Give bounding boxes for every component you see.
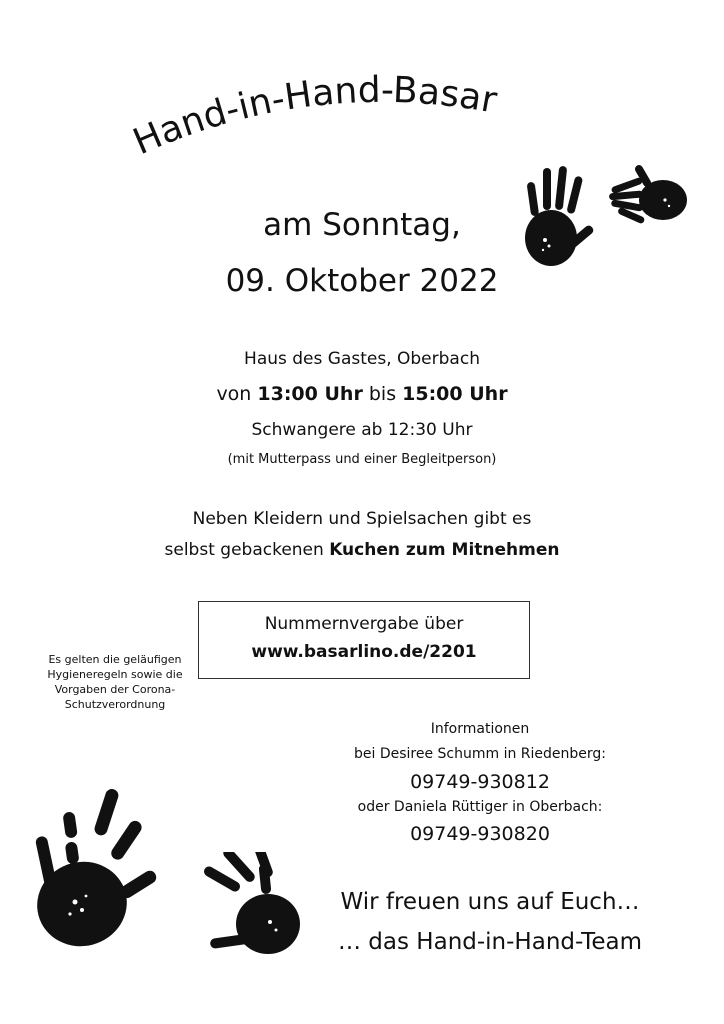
time-start: 13:00 Uhr xyxy=(257,383,363,405)
time-range xyxy=(0,383,724,405)
handprint-icon xyxy=(192,852,310,964)
phone-1: 09749-930812 xyxy=(410,771,550,793)
time-prefix: von xyxy=(216,383,258,405)
offer-line-2 xyxy=(0,540,724,560)
title-text: Hand-in-Hand-Basar xyxy=(127,70,500,164)
hygiene-line: Schutzverordnung xyxy=(64,698,166,711)
handprint-icon xyxy=(20,784,185,959)
info-heading: Informationen xyxy=(430,721,530,737)
location: Haus des Gastes, Oberbach xyxy=(244,349,480,369)
date-line-2: 09. Oktober 2022 xyxy=(225,263,499,299)
closing-line-1: Wir freuen uns auf Euch… xyxy=(340,889,640,915)
date-line-1: am Sonntag, xyxy=(263,207,461,243)
registration-label: Nummernvergabe über xyxy=(264,614,464,634)
hygiene-line: Es gelten die geläufigen xyxy=(48,653,182,666)
svg-text:Hand-in-Hand-Basar xyxy=(127,70,500,163)
hygiene-line: Hygieneregeln sowie die xyxy=(47,668,183,681)
contact-1: bei Desiree Schumm in Riedenberg: xyxy=(353,746,607,762)
registration-box xyxy=(198,601,530,679)
offer-bold: Kuchen zum Mitnehmen xyxy=(329,540,560,560)
pregnant-time: Schwangere ab 12:30 Uhr xyxy=(251,420,473,440)
registration-url[interactable]: www.basarlino.de/2201 xyxy=(251,642,477,662)
time-middle: bis xyxy=(362,383,403,405)
time-end: 15:00 Uhr xyxy=(402,383,508,405)
hygiene-line: Vorgaben der Corona- xyxy=(54,683,176,696)
hygiene-note xyxy=(40,652,190,712)
phone-2: 09749-930820 xyxy=(410,823,550,845)
offer-line-1: Neben Kleidern und Spielsachen gibt es xyxy=(192,509,532,529)
closing-line-2: … das Hand-in-Hand-Team xyxy=(338,929,642,955)
contact-2: oder Daniela Rüttiger in Oberbach: xyxy=(357,799,603,815)
pregnant-note: (mit Mutterpass und einer Begleitperson) xyxy=(227,452,497,467)
offer-prefix: selbst gebackenen xyxy=(164,540,330,560)
